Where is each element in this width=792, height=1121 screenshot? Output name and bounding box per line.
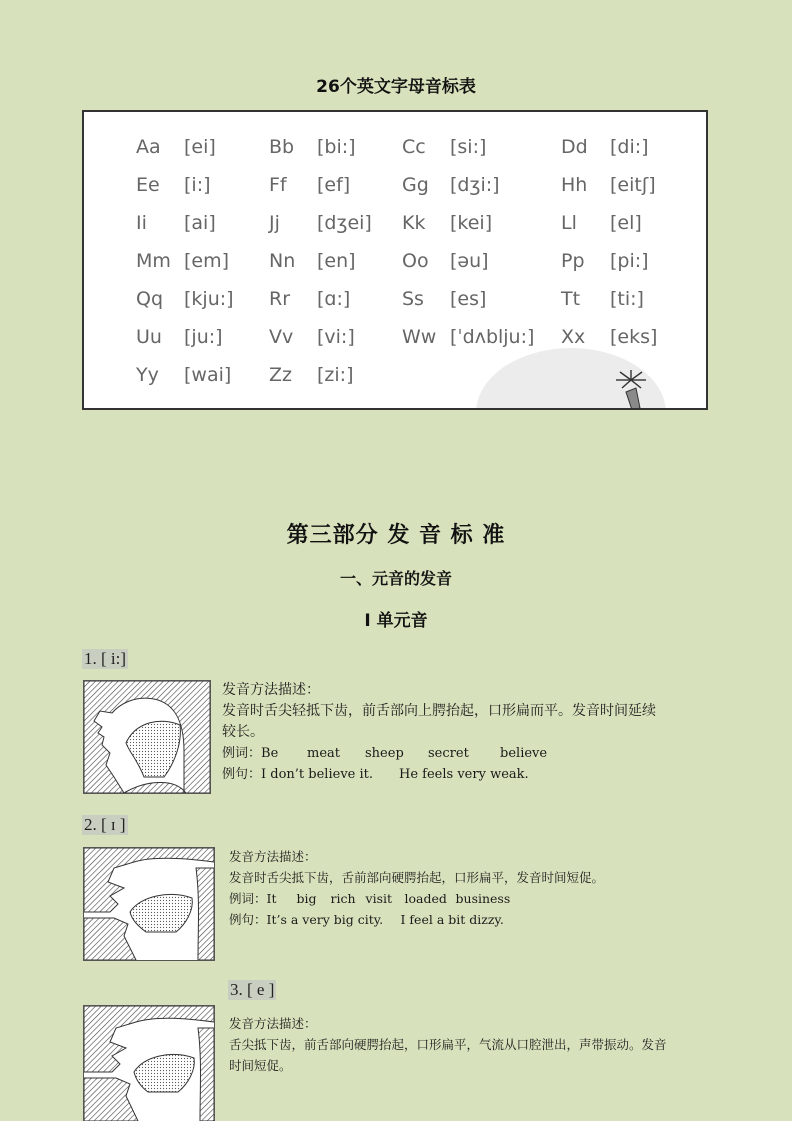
example-sentence: He feels very weak.: [399, 767, 529, 782]
vowel-label: 3. [ e ]: [230, 980, 275, 999]
mouth-diagram-svg: [84, 848, 214, 960]
chart-title: 26个英文字母音标表: [316, 77, 476, 97]
mouth-diagram: [83, 847, 215, 961]
alphabet-letter: Bb: [269, 136, 295, 158]
alphabet-phonetic: [vi:]: [317, 326, 355, 348]
example-word: believe: [500, 746, 548, 761]
alphabet-phonetic: [i:]: [184, 174, 211, 196]
alphabet-letter: Ff: [269, 174, 287, 196]
alphabet-letter: Uu: [136, 326, 162, 348]
alphabet-letter: Ee: [136, 174, 160, 196]
subsection-heading: I 单元音: [364, 611, 428, 631]
method-text: 发音时舌尖轻抵下齿，前舌部向上腭抬起，口形扁而平。发音时间延续: [222, 703, 656, 719]
method-title: 发音方法描述：: [222, 682, 320, 698]
alphabet-letter: Ll: [561, 212, 577, 234]
vowel-description: [222, 680, 722, 785]
example-words: [222, 743, 722, 764]
alphabet-letter: Aa: [136, 136, 161, 158]
example-word: It: [266, 891, 277, 906]
alphabet-phonetic: [ju:]: [184, 326, 223, 348]
example-word: meat: [307, 746, 341, 761]
alphabet-letter: Jj: [269, 212, 280, 234]
example-word: loaded: [404, 891, 447, 906]
example-sentences: [229, 909, 719, 930]
pencil-icon: [614, 370, 648, 410]
alphabet-phonetic: [dʒei]: [317, 212, 372, 234]
alphabet-letter: Dd: [561, 136, 588, 158]
alphabet-phonetic: [kei]: [450, 212, 493, 234]
vowel-label: 2. [ ɪ ]: [84, 815, 126, 834]
alphabet-letter: Mm: [136, 250, 171, 272]
example-sentence: It’s a very big city.: [266, 912, 384, 927]
alphabet-letter: Gg: [402, 174, 429, 196]
alphabet-phonetic: [əu]: [450, 250, 489, 272]
mouth-diagram-svg: [84, 1006, 214, 1121]
alphabet-letter: Ii: [136, 212, 147, 234]
alphabet-phonetic: [ɑ:]: [317, 288, 351, 310]
mouth-diagram: [83, 1005, 215, 1121]
vowel-description: [229, 1013, 721, 1076]
alphabet-letter: Ww: [402, 326, 437, 348]
alphabet-letter: Qq: [136, 288, 164, 310]
example-word: big: [296, 891, 317, 906]
alphabet-phonetic: [kju:]: [184, 288, 234, 310]
alphabet-phonetic: [ti:]: [610, 288, 644, 310]
words-prefix: 例词：: [229, 891, 267, 906]
sentences-prefix: 例句：: [229, 912, 267, 927]
alphabet-letter: Pp: [561, 250, 585, 272]
example-word: rich: [330, 891, 356, 906]
alphabet-phonetic: [ˈdʌblju:]: [450, 326, 535, 348]
example-sentence: I feel a bit dizzy.: [400, 912, 504, 927]
alphabet-phonetic: [ei]: [184, 136, 216, 158]
example-words: [229, 888, 719, 909]
alphabet-letter: Nn: [269, 250, 296, 272]
alphabet-phonetic: [si:]: [450, 136, 487, 158]
words-prefix: 例词：: [222, 746, 262, 761]
example-word: business: [455, 891, 511, 906]
alphabet-phonetic: [ai]: [184, 212, 216, 234]
method-title: 发音方法描述：: [229, 849, 317, 864]
alphabet-letter: Xx: [561, 326, 586, 348]
alphabet-phonetic: [es]: [450, 288, 487, 310]
alphabet-phonetic: [em]: [184, 250, 230, 272]
example-sentence: I don’t believe it.: [261, 767, 374, 782]
example-word: Be: [261, 746, 279, 761]
example-word: sheep: [365, 746, 404, 761]
alphabet-phonetic: [wai]: [184, 364, 232, 386]
sentences-prefix: 例句：: [222, 767, 262, 782]
method-text: 较长。: [222, 724, 264, 740]
vowel-description: [229, 846, 719, 930]
alphabet-letter: Hh: [561, 174, 588, 196]
alphabet-letter: Oo: [402, 250, 429, 272]
alphabet-phonetic: [di:]: [610, 136, 649, 158]
alphabet-letter: Tt: [561, 288, 581, 310]
alphabet-letter: Cc: [402, 136, 426, 158]
alphabet-letter: Ss: [402, 288, 424, 310]
example-sentences: [222, 764, 722, 785]
alphabet-letter: Vv: [269, 326, 294, 348]
alphabet-phonetic: [ef]: [317, 174, 351, 196]
method-text: 发音时舌尖抵下齿，舌前部向硬腭抬起，口形扁平，发音时间短促。: [229, 870, 605, 885]
example-word: secret: [428, 746, 469, 761]
alphabet-letter: Zz: [269, 364, 292, 386]
alphabet-table: [82, 110, 708, 410]
alphabet-phonetic: [el]: [610, 212, 642, 234]
example-word: visit: [365, 891, 393, 906]
alphabet-phonetic: [eitʃ]: [610, 174, 656, 196]
alphabet-letter: Yy: [136, 364, 159, 386]
alphabet-phonetic: [pi:]: [610, 250, 649, 272]
mouth-diagram-svg: [84, 681, 210, 793]
part-heading: 第三部分 发 音 标 准: [286, 522, 506, 548]
method-text: 舌尖抵下齿，前舌部向硬腭抬起，口形扁平，气流从口腔泄出，声带振动。发音: [229, 1037, 667, 1052]
vowel-label: 1. [ i:]: [84, 649, 127, 668]
alphabet-phonetic: [zi:]: [317, 364, 354, 386]
alphabet-letter: Rr: [269, 288, 291, 310]
section-heading: 一、元音的发音: [339, 569, 452, 588]
alphabet-phonetic: [bi:]: [317, 136, 356, 158]
alphabet-phonetic: [eks]: [610, 326, 658, 348]
method-text: 时间短促。: [229, 1058, 292, 1073]
alphabet-letter: Kk: [402, 212, 426, 234]
alphabet-phonetic: [en]: [317, 250, 356, 272]
method-title: 发音方法描述：: [229, 1016, 317, 1031]
alphabet-phonetic: [dʒi:]: [450, 174, 500, 196]
mouth-diagram: [83, 680, 211, 794]
